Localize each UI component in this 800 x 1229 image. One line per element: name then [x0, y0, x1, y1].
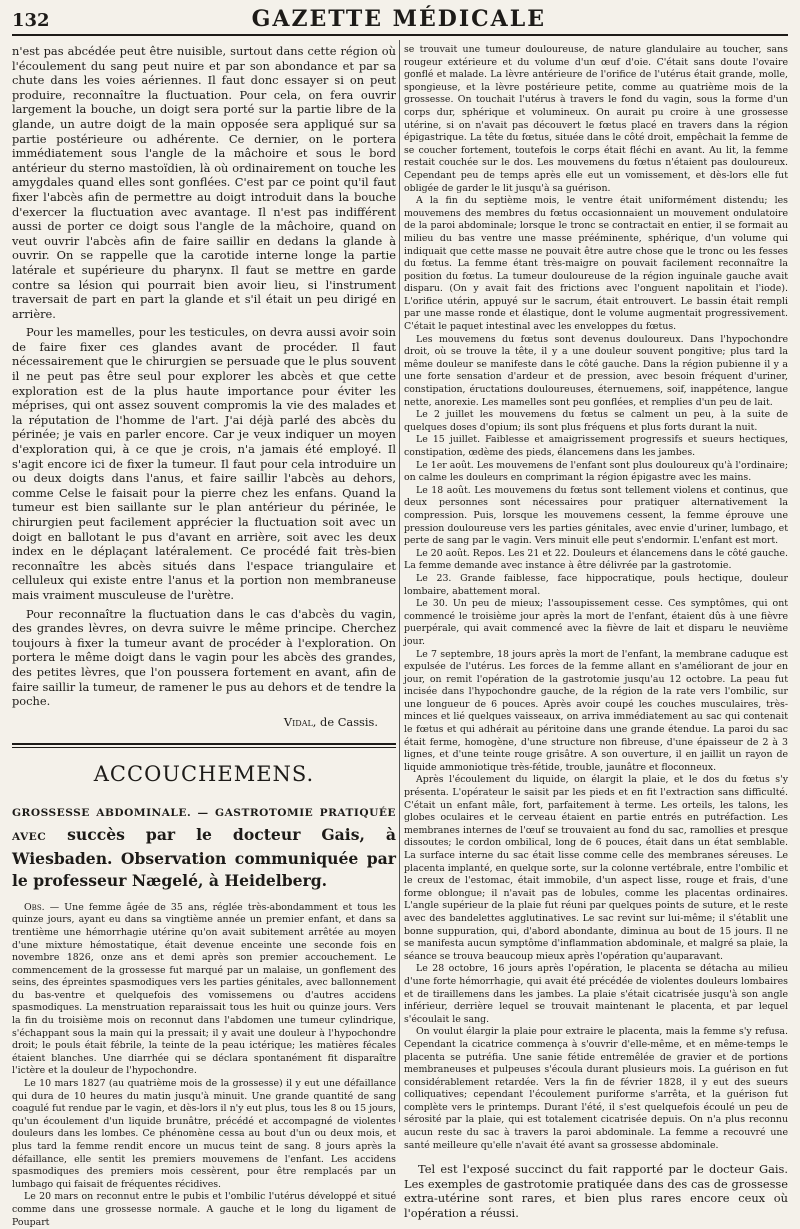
- article-heading: [12, 800, 396, 892]
- paragraph: se trouvait une tumeur douloureuse, de nature glandulaire au toucher, sans rougeur extérieure et du volume d'un œuf d'oie. C'était sans doute l'ovaire gonflé et malade. La lèvre antérieure de l'orifice de l'utérus était grande, molle, spongieuse, et la lèvre postérieure petite, comme au quatrième mois de la grossesse. On touchait l'utérus à travers le fond du vagin, sous la forme d'un corps dur, sphérique et volumineux. On aurait pu croire à une grossesse utérine, si on n'avait pas découvert le fœtus placé en travers dans la région épigastrique. La tête du fœtus, située dans le côté droit, empêchait la femme de se coucher fortement, toutefois le corps était fléchi en avant. Au lit, la femme restait couchée sur le dos. Les mouvemens du fœtus n'étaient pas douloureux. Cependant peu de temps après elle eut un vomissement, et dès-lors elle fut obligée de garder le lit jusqu'à sa guérison.: [404, 44, 788, 194]
- author-name: Vidal: [283, 714, 313, 729]
- paragraph: Les mouvemens du fœtus sont devenus douloureux. Dans l'hypochondre droit, où se trouve la tête, il y a une douleur souvent pongitive; plus tard la même douleur se manifeste dans le côté gauche. Dans la région pubienne il y a une forte sensation d'ardeur et de pression, avec besoin fréquent d'uriner, constipation, éructations douloureuses, éternuemens, soif, inappétence, langue nette, anorexie. Les mamelles sont peu gonflées, et remplies d'un peu de lait.: [404, 333, 788, 408]
- paragraph: Le 30. Un peu de mieux; l'assoupissement cesse. Ces symptômes, qui ont commencé le troisième jour après la mort de l'enfant, étaient dûs à une fièvre puerpérale, qui avait commencé avec la fièvre de lait et disparu le neuvième jour.: [404, 598, 788, 647]
- paragraph: Le 20 mars on reconnut entre le pubis et l'ombilic l'utérus développé et situé comme dans une grossesse normale. A gauche et le long du ligament de Poupart: [12, 1191, 396, 1228]
- observation-text: — Une femme âgée de 35 ans, réglée très-abondamment et tous les quinze jours, ayant eu dans sa vingtième année un premier enfant, et dans sa trentième une hémorrhagie utérine qu'on avait subitement arrêtée au moyen d'une mixture hémostatique, était devenue enceinte une seconde fois en novembre 1826, onze ans et demi après son premier accouchement. Le commencement de la grossesse fut marqué par un malaise, un gonflement des seins, des épreintes spasmodiques vers les parties génitales, avec ballonnement du bas-ventre et quelquefois des vomissemens ou d'autres accidens spasmodiques. La menstruation reparaissait tous les huit ou quinze jours. Vers la fin du troisième mois on reconnut dans l'abdomen une tumeur cylindrique, s'échappant sous la main qui la pressait; il y avait une douleur à l'hypochondre droit; le pouls était fébrile, la teinte de la peau ictérique; les matières fécales étaient blanches. Une diarrhée qui se déclara spontanément fit disparaître l'ictère et la douleur de l'hypochondre.: [12, 901, 396, 1077]
- paragraph: Le 1er août. Les mouvemens de l'enfant sont plus douloureux qu'à l'ordinaire; on calme les douleurs en comprimant la région épigastre avec les mains.: [404, 459, 788, 484]
- left-column: [12, 44, 396, 1228]
- observation-label: Obs.: [24, 901, 45, 913]
- page-number: 132: [12, 10, 50, 31]
- paragraph: Le 7 septembre, 18 jours après la mort de l'enfant, la membrane caduque est expulsée de l'utérus. Les forces de la femme allant en s'améliorant de jour en jour, on remit l'opération de la gastrotomie jusqu'au 12 octobre. La peau fut incisée dans l'hypochondre gauche, de la région de la rate vers l'ombilic, sur une longueur de 6 pouces. Après avoir coupé les couches musculaires, très-minces et lié quelques vaisseaux, on arriva immédiatement au sac qui contenait le fœtus et qui adhérait au péritoine dans une grande étendue. La paroi du sac était ferme, homogène, d'une structure non fibreuse, d'une épaisseur de 2 à 3 lignes, et d'une teinte rouge grisâtre. A son ouverture, il en jaillit un rayon de liquide ammoniotique très-fétide, trouble, jaunâtre et floconneux.: [404, 648, 788, 773]
- paragraph: Le 10 mars 1827 (au quatrième mois de la grossesse) il y eut une défaillance qui dura de 10 heures du matin jusqu'à minuit. Une grande quantité de sang coagulé fut rendue par le vagin, et dès-lors il n'y eut plus, tous les 8 ou 15 jours, qu'un écoulement d'un liquide brunâtre, précédé et accompagné de violentes douleurs dans les lombes. Ce phénomène cessa au bout d'un ou deux mois, et plus tard la femme rendit encore un mucus teint de sang. 8 jours après la défaillance, elle sentit les premiers mouvemens de l'enfant. Les accidens spasmodiques des premiers mois cessèrent, pour être remplacés par un lumbago qui faisait de fréquentes récidives.: [12, 1078, 396, 1190]
- article-heading-lead: GROSSESSE ABDOMINALE. — GASTROTOMIE PRATIQUÉE AVEC: [12, 806, 396, 843]
- paragraph: Le 2 juillet les mouvemens du fœtus se calment un peu, à la suite de quelques doses d'opium; ils sont plus fréquens et plus forts durant la nuit.: [404, 409, 788, 433]
- paragraph: Après l'écoulement du liquide, on élargit la plaie, et le dos du fœtus s'y présenta. L'opérateur le saisit par les pieds et en fit l'extraction sans difficulté. C'était un enfant mâle, fort, parfaitement à terme. Les orteils, les talons, les globes oculaires et le cerveau étaient en partie entrés en putréfaction. Les membranes internes de l'œuf se trouvaient au fond du sac, ramollies et presque dissoutes; le cordon ombilical, long de 6 pouces, était dans un état semblable. La surface interne du sac était lisse comme celle des membranes séreuses. Le placenta implanté, en quelque sorte, sur la colonne vertébrale, entre l'ombilic et le creux de l'estomac, était immobile, d'un aspect lisse, rouge et frais, d'une forme oblongue; il n'avait pas de lobules, comme les placentas ordinaires. L'angle supérieur de la plaie fut réuni par quelques points de suture, et le reste avec des bandelettes agglutinatives. Le sac revint sur lui-même; il s'établit une bonne suppuration, qui, d'abord abondante, diminua au bout de 15 jours. Il ne se manifesta aucun symptôme d'inflammation abdominale, et malgré sa plaie, la séance se trouva beaucoup mieux après l'opération qu'auparavant.: [404, 774, 788, 962]
- observation-paragraph: [12, 902, 396, 1078]
- author-place: , de Cassis.: [312, 714, 378, 729]
- author-signature: [12, 715, 396, 729]
- section-divider: [12, 743, 396, 748]
- page-header: [12, 6, 788, 36]
- column-divider: [399, 40, 400, 1122]
- paragraph: Le 18 août. Les mouvemens du fœtus sont tellement violens et continus, que deux personnes sont nécessaires pour pratiquer alternativement la compression. Puis, lorsque les mouvemens cessent, la femme éprouve une pression douloureuse vers les parties génitales, avec envie d'uriner, lumbago, et perte de sang par le vagin. Vers minuit elle peut s'endormir. L'enfant est mort.: [404, 484, 788, 547]
- right-column: [404, 44, 788, 1221]
- closing-paragraph: Tel est l'exposé succinct du fait rapporté par le docteur Gais. Les exemples de gastrotomie pratiquée dans des cas de grossesse extra-utérine sont rares, et bien plus rares encore ceux où l'opération a réussi.: [404, 1162, 788, 1221]
- paragraph: Pour les mamelles, pour les testicules, on devra aussi avoir soin de faire fixer ces glandes avant de procéder. Il faut nécessairement que le chirurgien se persuade que le plus souvent il ne peut pas être seul pour explorer les abcès et que cette exploration est de la plus haute importance pour éviter les méprises, qui ont assez souvent compromis la vie des malades et la réputation de l'homme de l'art. J'ai déjà parlé des abcès du périnée; je vais en parler encore. Car je veux indiquer un moyen d'exploration qui, à ce que je crois, n'a jamais été employé. Il s'agit encore ici de fixer la tumeur. Il faut pour cela introduire un ou deux doigts dans l'anus, et faire saillir l'abcès au dehors, comme Celse le faisait pour la pierre chez les enfans. Quand la tumeur est bien saillante sur le plan antérieur du périnée, le chirurgien peut facilement apprécier la fluctuation soit avec un doigt en ballotant le pus d'avant en arrière, soit avec les deux index en le déplaçant latéralement. Ce procédé fait très-bien reconnaître les abcès situés dans l'espace triangulaire et celluleux qui existe entre l'anus et la portion non membraneuse mais vraiment musculeuse de l'urètre.: [12, 325, 396, 602]
- paragraph: Pour reconnaître la fluctuation dans le cas d'abcès du vagin, des grandes lèvres, on devra suivre le même principe. Cherchez toujours à fixer la tumeur avant de procéder à l'exploration. On portera le même doigt dans le vagin pour les abcès des grandes, des petites lèvres, que l'on poussera fortement en avant, afin de faire saillir la tumeur, de ramener le pus au dehors et de tendre la poche.: [12, 606, 396, 709]
- paragraph: On voulut élargir la plaie pour extraire le placenta, mais la femme s'y refusa. Cependant la cicatrice commença à s'ouvrir d'elle-même, et en même-temps le placenta se putréfia. Une sanie fétide entremêlée de gravier et de portions membraneuses et pulpeuses s'écoula durant plusieurs mois. La guérison en fut considérablement retardée. Vers la fin de février 1828, il y eut des sueurs colliquatives; cependant l'écoulement puriforme s'arrêta, et la guérison fut complète vers le printemps. Durant l'été, il s'est quelquefois écoulé un peu de sérosité par la plaie, qui est totalement cicatrisée depuis. On n'a plus reconnu aucun reste du sac à travers la paroi abdominale. La femme a recouvré une santé meilleure qu'elle n'avait été avant sa grossesse abdominale.: [404, 1026, 788, 1151]
- paragraph: Le 23. Grande faiblesse, face hippocratique, pouls hectique, douleur lombaire, abattement moral.: [404, 572, 788, 597]
- paragraph: Le 28 octobre, 16 jours après l'opération, le placenta se détacha au milieu d'une forte hémorrhagie, qui avait été précédée de violentes douleurs lombaires et de tiraillemens dans les jambes. La plaie s'était cicatrisée jusqu'à son angle inférieur, derrière lequel se trouvait maintenant le placenta, et par lequel s'écoulait le sang.: [404, 963, 788, 1025]
- journal-title: GAZETTE MÉDICALE: [251, 6, 546, 32]
- section-title: ACCOUCHEMENS.: [93, 761, 315, 786]
- article-heading-rest: succès par le docteur Gais, à Wiesbaden. Observation communiquée par le professeur Nægelé, à Heidelberg.: [12, 824, 396, 890]
- paragraph: Le 20 août. Repos. Les 21 et 22. Douleurs et élancemens dans le côté gauche. La femme demande avec instance à être délivrée par la gastrotomie.: [404, 547, 788, 572]
- paragraph: A la fin du septième mois, le ventre était uniformément distendu; les mouvemens des membres du fœtus occasionnaient un mouvement ondulatoire de la paroi abdominale; lorsque le tronc se contractait en entier, il se formait au milieu du bas ventre une masse prééminente, sphérique, d'un volume qui indiquait que cette masse ne pouvait être autre chose que le tronc ou les fesses du fœtus. La femme étant très-maigre on pouvait facilement reconnaître la position du fœtus. La tumeur douloureuse de la région inguinale gauche avait disparu. (On y avait fait des frictions avec l'onguent napolitain et l'iode). L'orifice utérin, appuyé sur le sacrum, était entrouvert. Le bassin était rempli par une masse ronde et élastique, dont le volume augmentait progressivement. C'était le paquet intestinal avec les enveloppes du fœtus.: [404, 195, 788, 333]
- paragraph: Le 15 juillet. Faiblesse et amaigrissement progressifs et sueurs hectiques, constipation, œdème des pieds, élancemens dans les jambes.: [404, 434, 788, 458]
- paragraph: n'est pas abcédée peut être nuisible, surtout dans cette région où l'écoulement du sang peut nuire et par son abondance et par sa chute dans les voies aériennes. Il faut donc essayer si on peut produire, reconnaître la fluctuation. Pour cela, on fera ouvrir largement la bouche, un doigt sera porté sur la partie libre de la glande, un autre doigt de la main opposée sera appliqué sur sa partie postérieure ou adhérente. Ce dernier, on le portera immédiatement sous l'angle de la mâchoire et sous le bord antérieur du sterno mastoïdien, là où ordinairement on touche les amygdales quand elles sont gonflées. C'est par ce point qu'il faut fixer l'abcès afin de permettre au doigt introduit dans la bouche d'exercer la fluctuation avec avantage. Il n'est pas indifférent aussi de porter ce doigt sous l'angle de la mâchoire, quand on veut ouvrir l'abcès afin de faire saillir en dedans la glande à ouvrir. On se rappelle que la carotide interne longe la partie latérale et supérieure du pharynx. Il faut se mettre en garde contre sa lésion qui pourrait bien avoir lieu, si l'instrument traversait de part en part la glande et s'il était un peu dirigé en arrière.: [12, 44, 396, 321]
